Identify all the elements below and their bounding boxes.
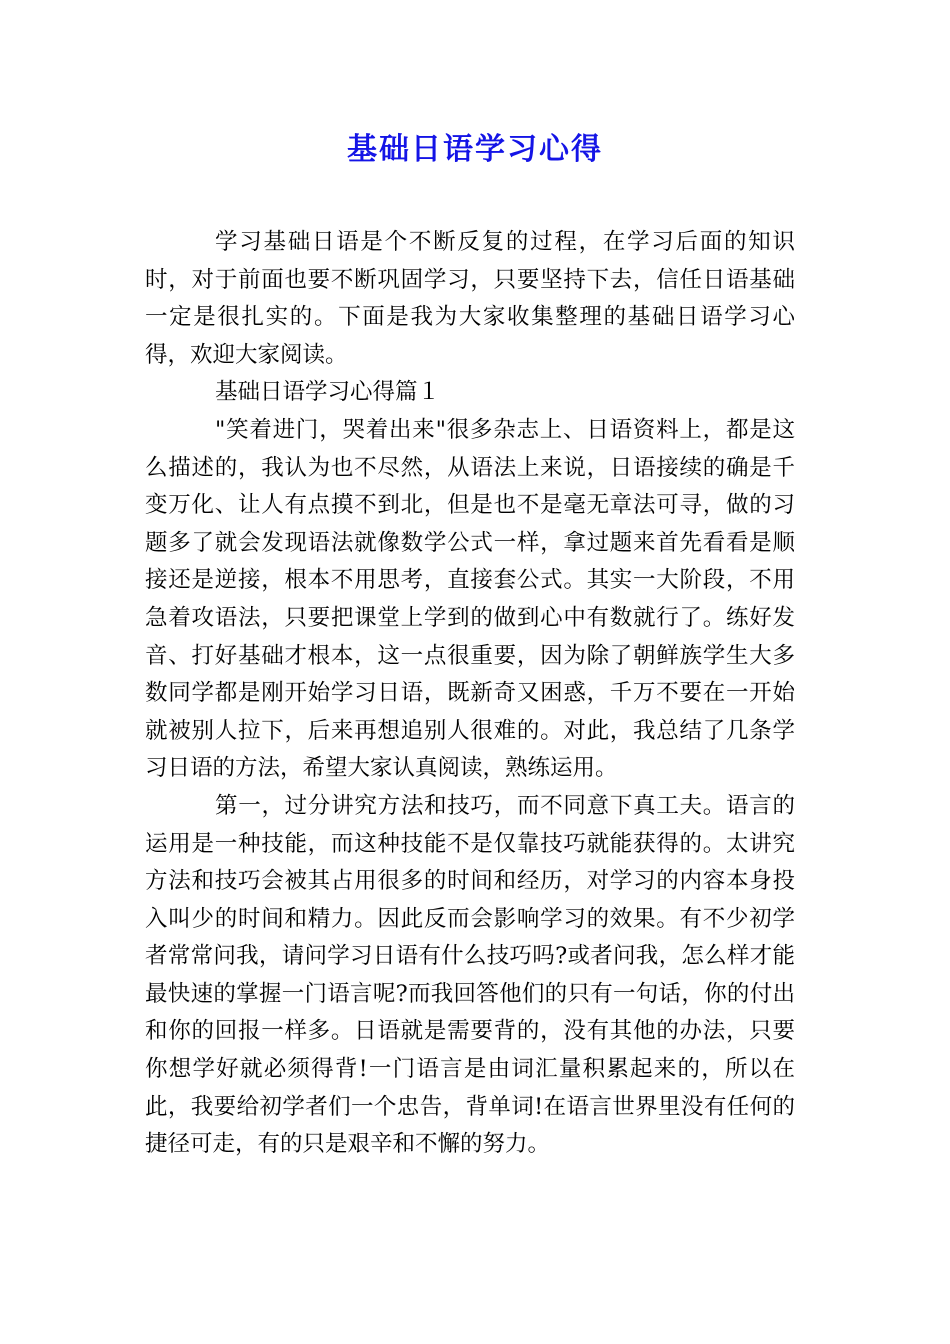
paragraph-first-point: 第一，过分讲究方法和技巧，而不同意下真工夫。语言的运用是一种技能，而这种技能不是仅靠技巧就能获得的。太讲究方法和技巧会被其占用很多的时间和经历，对学习的内容本身投入叫少的时间和精力。因此反而会影响学习的效果。有不少初学者常常问我，请问学习日语有什么技巧吗?或者问我，怎么样才能最快速的掌握一门语言呢?而我回答他们的只有一句话，你的付出和你的回报一样多。日语就是需要背的，没有其他的办法，只要你想学好就必须得背!一门语言是由词汇量积累起来的，所以在此，我要给初学者们一个忠告，背单词!在语言世界里没有任何的捷径可走，有的只是艰辛和不懈的努力。 [145, 792, 795, 1158]
paragraph-intro: 学习基础日语是个不断反复的过程，在学习后面的知识时，对于前面也要不断巩固学习，只要坚持下去，信任日语基础一定是很扎实的。下面是我为大家收集整理的基础日语学习心得，欢迎大家阅读。 [145, 229, 795, 368]
paragraph-quote: "笑着进门，哭着出来"很多杂志上、日语资料上，都是这么描述的，我认为也不尽然，从语法上来说，日语接续的确是千变万化、让人有点摸不到北，但是也不是毫无章法可寻，做的习题多了就会发现语法就像数学公式一样，拿过题来首先看看是顺接还是逆接，根本不用思考，直接套公式。其实一大阶段，不用急着攻语法，只要把课堂上学到的做到心中有数就行了。练好发音、打好基础才根本，这一点很重要，因为除了朝鲜族学生大多数同学都是刚开始学习日语，既新奇又困惑，千万不要在一开始就被别人拉下，后来再想追别人很难的。对此，我总结了几条学习日语的方法，希望大家认真阅读，熟练运用。 [145, 416, 795, 782]
section-heading: 基础日语学习心得篇１ [215, 379, 441, 406]
document-title: 基础日语学习心得 [347, 132, 603, 167]
document-body [145, 224, 795, 1164]
